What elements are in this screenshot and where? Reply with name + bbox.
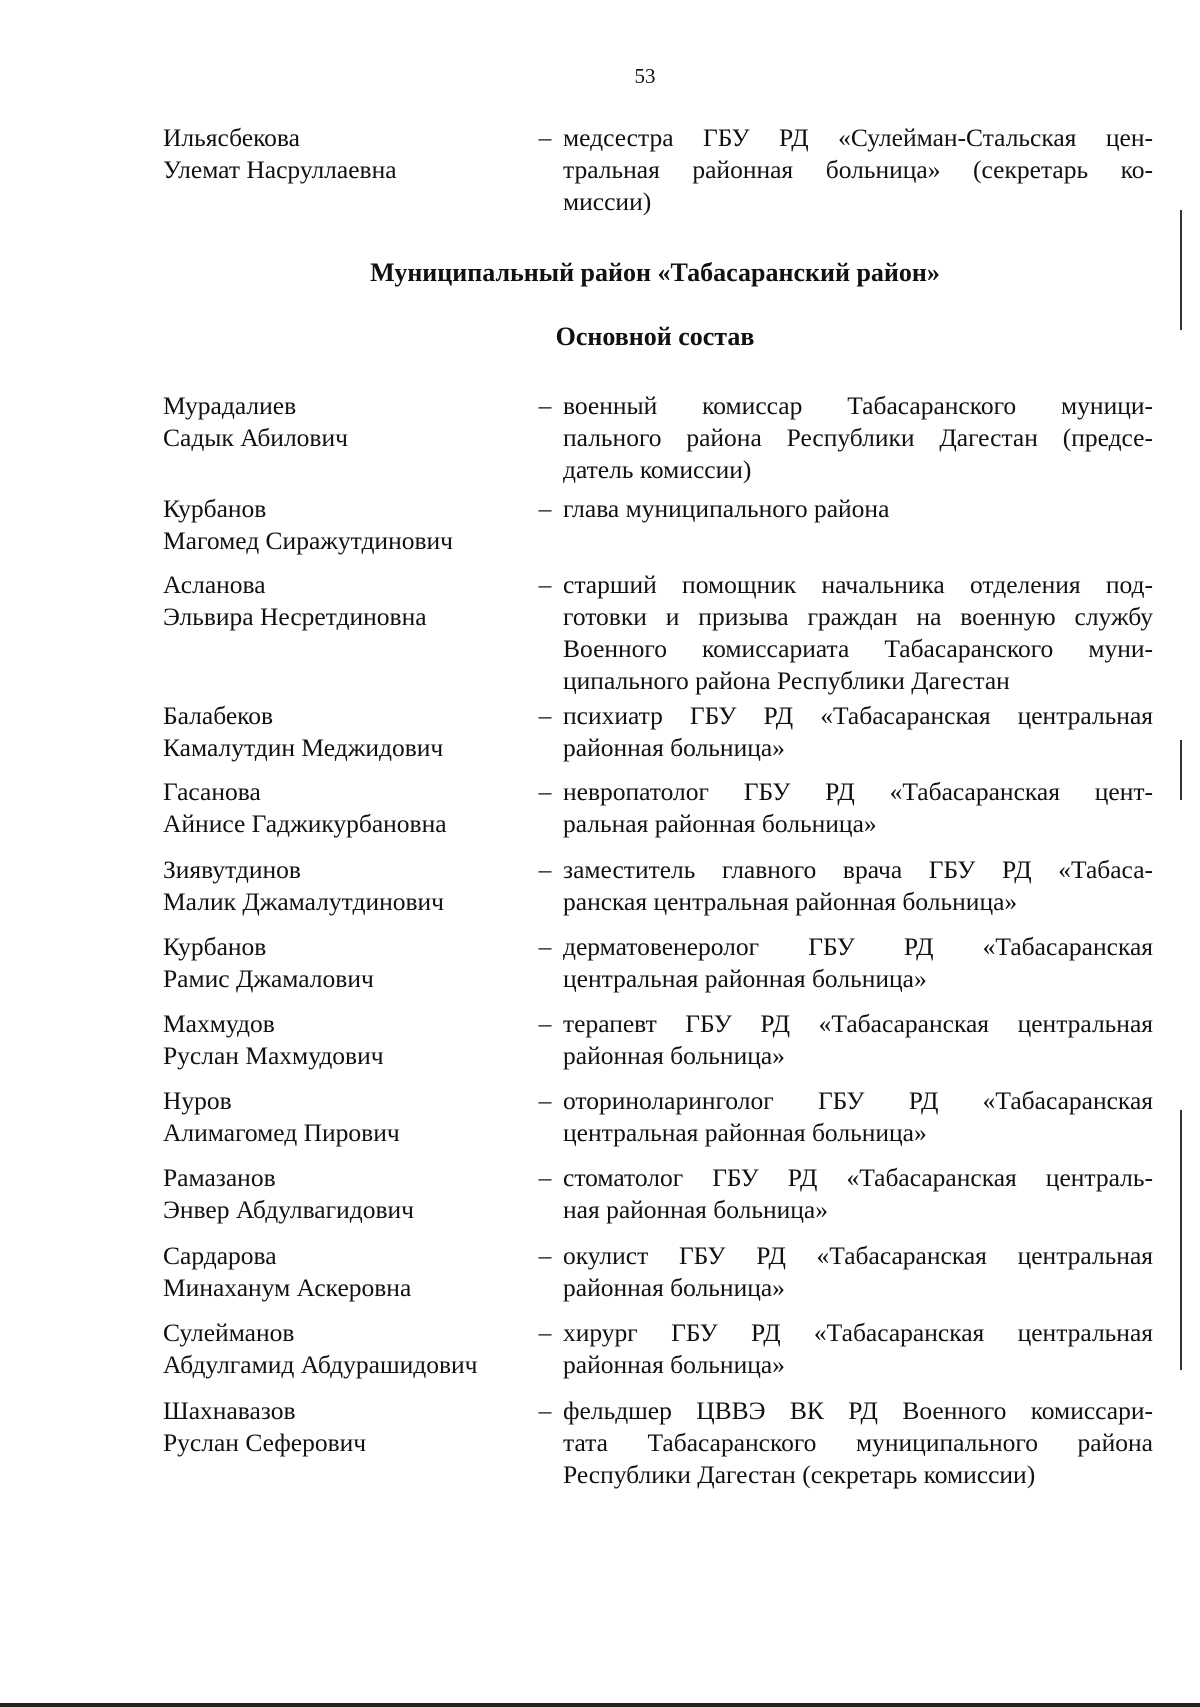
member-name-line: Рамазанов	[163, 1163, 276, 1192]
member-name-line: Мурадалиев	[163, 391, 297, 420]
member-name	[163, 1317, 523, 1381]
member-name-line: Рамис Джамалович	[163, 964, 374, 993]
member-name-line: Сардарова	[163, 1241, 277, 1270]
district-title: Муниципальный район «Табасаранский район»	[370, 258, 940, 287]
member-name-line: Курбанов	[163, 494, 267, 523]
member-name-line: Зиявутдинов	[163, 855, 301, 884]
member-name-line: Улемат Насруллаевна	[163, 155, 397, 184]
member-name-line: Махмудов	[163, 1009, 275, 1038]
member-role-line: фельдшер ЦВВЭ ВК РД Военного комиссари-	[563, 1396, 1153, 1425]
member-role	[563, 122, 1153, 218]
page-number: 53	[634, 64, 656, 88]
member-name-line: Айнисе Гаджикурбановна	[163, 809, 447, 838]
dash-separator: –	[538, 1396, 552, 1425]
scan-edge-mark	[1180, 1110, 1182, 1370]
member-name	[163, 931, 523, 995]
member-role-line: психиатр ГБУ РД «Табасаранская центральная	[563, 701, 1153, 730]
dash-separator: –	[538, 494, 552, 523]
member-name-line: Магомед Сиражутдинович	[163, 526, 453, 555]
member-role-line: центральная районная больница»	[563, 1118, 927, 1147]
dash-separator: –	[538, 1086, 552, 1115]
member-name-line: Энвер Абдулвагидович	[163, 1195, 414, 1224]
member-name	[163, 493, 523, 557]
dash-separator: –	[538, 777, 552, 806]
member-role	[563, 1395, 1153, 1491]
member-name	[163, 1395, 523, 1459]
member-name	[163, 1240, 523, 1304]
member-name-line: Курбанов	[163, 932, 267, 961]
member-role-line: старший помощник начальника отделения под-	[563, 570, 1153, 599]
member-name-line: Абдулгамид Абдурашидович	[163, 1350, 478, 1379]
member-name-line: Шахнавазов	[163, 1396, 296, 1425]
member-role-line: районная больница»	[563, 1041, 785, 1070]
member-role-line: районная больница»	[563, 1273, 785, 1302]
dash-separator: –	[538, 1318, 552, 1347]
member-role-line: ральная районная больница»	[563, 809, 877, 838]
member-name-line: Ильясбекова	[163, 123, 300, 152]
member-role	[563, 1317, 1153, 1381]
member-role	[563, 1008, 1153, 1072]
member-name-line: Садык Абилович	[163, 423, 348, 452]
member-role-line: датель комиссии)	[563, 455, 752, 484]
member-name	[163, 1008, 523, 1072]
member-name	[163, 1085, 523, 1149]
member-name-line: Руслан Махмудович	[163, 1041, 384, 1070]
member-role	[563, 700, 1153, 764]
dash-separator: –	[538, 1163, 552, 1192]
member-role-line: ципального района Республики Дагестан	[563, 666, 1010, 695]
member-role-line: стоматолог ГБУ РД «Табасаранская централь-	[563, 1163, 1153, 1192]
member-name-line: Балабеков	[163, 701, 274, 730]
dash-separator: –	[538, 123, 552, 152]
member-name-line: Минаханум Аскеровна	[163, 1273, 412, 1302]
member-role-line: районная больница»	[563, 1350, 785, 1379]
member-role-line: терапевт ГБУ РД «Табасаранская центральная	[563, 1009, 1153, 1038]
member-name	[163, 700, 523, 764]
dash-separator: –	[538, 701, 552, 730]
member-role-line: окулист ГБУ РД «Табасаранская центральная	[563, 1241, 1153, 1270]
member-name	[163, 390, 523, 454]
member-name-line: Алимагомед Пирович	[163, 1118, 400, 1147]
member-name-line: Асланова	[163, 570, 266, 599]
member-name-line: Камалутдин Меджидович	[163, 733, 444, 762]
dash-separator: –	[538, 391, 552, 420]
dash-separator: –	[538, 932, 552, 961]
member-role-line: ная районная больница»	[563, 1195, 828, 1224]
member-role-line: ранская центральная районная больница»	[563, 887, 1018, 916]
dash-separator: –	[538, 1009, 552, 1038]
member-role-line: заместитель главного врача ГБУ РД «Табаса-	[563, 855, 1153, 884]
member-role	[563, 1240, 1153, 1304]
member-role-line: миссии)	[563, 187, 652, 216]
member-role-line: готовки и призыва граждан на военную службу	[563, 602, 1153, 631]
member-name-line: Сулейманов	[163, 1318, 295, 1347]
member-name	[163, 569, 523, 633]
member-role-line: дерматовенеролог ГБУ РД «Табасаранская	[563, 932, 1153, 961]
member-role	[563, 776, 1153, 840]
scan-edge-mark	[1180, 740, 1182, 800]
member-role-line: Республики Дагестан (секретарь комиссии)	[563, 1460, 1036, 1489]
member-role-line: тата Табасаранского муниципального района	[563, 1428, 1153, 1457]
member-role-line: военный комиссар Табасаранского муници-	[563, 391, 1153, 420]
member-role-line: медсестра ГБУ РД «Сулейман-Стальская цен-	[563, 123, 1153, 152]
member-name-line: Малик Джамалутдинович	[163, 887, 444, 916]
member-role	[563, 493, 1153, 525]
dash-separator: –	[538, 855, 552, 884]
dash-separator: –	[538, 570, 552, 599]
member-role-line: центральная районная больница»	[563, 964, 927, 993]
member-name-line: Нуров	[163, 1086, 232, 1115]
member-name-line: Руслан Сеферович	[163, 1428, 367, 1457]
member-role	[563, 931, 1153, 995]
member-name-line: Гасанова	[163, 777, 261, 806]
member-role-line: оториноларинголог ГБУ РД «Табасаранская	[563, 1086, 1153, 1115]
member-role-line: тральная районная больница» (секретарь ко-	[563, 155, 1153, 184]
member-role	[563, 390, 1153, 486]
member-role	[563, 1162, 1153, 1226]
member-name-line: Эльвира Несретдиновна	[163, 602, 427, 631]
member-role-line: невропатолог ГБУ РД «Табасаранская цент-	[563, 777, 1153, 806]
member-role-line: Военного комиссариата Табасаранского муни-	[563, 634, 1153, 663]
composition-title: Основной состав	[555, 322, 755, 351]
member-role	[563, 854, 1153, 918]
member-name	[163, 1162, 523, 1226]
member-name	[163, 776, 523, 840]
member-role-line: хирург ГБУ РД «Табасаранская центральная	[563, 1318, 1153, 1347]
member-role-line: глава муниципального района	[563, 494, 890, 523]
member-role	[563, 1085, 1153, 1149]
member-name	[163, 854, 523, 918]
member-role	[563, 569, 1153, 697]
member-role-line: пального района Республики Дагестан (предсе-	[563, 423, 1153, 452]
member-role-line: районная больница»	[563, 733, 785, 762]
scan-bottom-edge	[0, 1703, 1200, 1707]
member-name	[163, 122, 523, 186]
dash-separator: –	[538, 1241, 552, 1270]
scan-edge-mark	[1180, 210, 1182, 330]
